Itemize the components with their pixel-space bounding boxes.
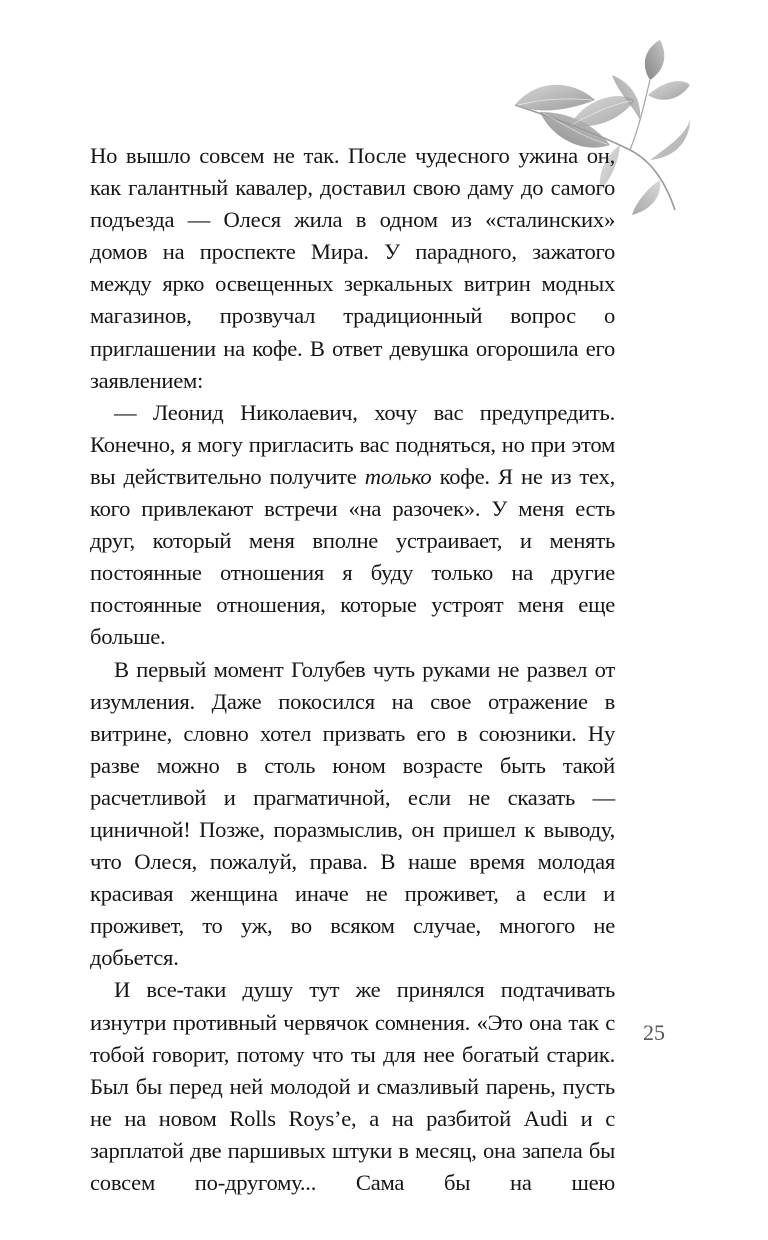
paragraph-text: кофе. Я не из тех, кого привлекают встречи «на разочек». У меня есть друг, который меня вполне устраивает, и менять постоянные отношения я буду только на другие постоянные отношения, которые устроят меня еще больше. bbox=[90, 463, 615, 650]
body-text bbox=[90, 140, 615, 1199]
paragraph: И все-таки душу тут же принялся подтачивать изнутри противный червячок сомнения. «Это она так с тобой говорит, потому что ты для нее богатый старик. Был бы перед ней молодой и смазливый парень, пусть не на новом Rolls Roys’е, а на разбитой Audi и с зарплатой две паршивых штуки в месяц, она запела бы совсем по-другому... Сама бы на шею bbox=[90, 977, 615, 1195]
page-number: 25 bbox=[643, 1020, 665, 1045]
paragraph: Но вышло совсем не так. После чудесного ужина он, как галантный кавалер, доставил свою даму до самого подъезда — Олеся жила в одном из «сталинских» домов на проспекте Мира. У парадного, зажатого между ярко освещенных зеркальных витрин модных магазинов, прозвучал традиционный вопрос о приглашении на кофе. В ответ девушка огорошила его заявлением: bbox=[90, 143, 615, 393]
italic-emphasis: только bbox=[364, 463, 432, 489]
paragraph-dialogue bbox=[90, 397, 615, 654]
paragraph: В первый момент Голубев чуть руками не развел от изумления. Даже покосился на свое отражение в витрине, словно хотел призвать его в союзники. Ну разве можно в столь юном возрасте быть такой расчетливой и прагматичной, если не сказать — циничной! Позже, поразмыслив, он пришел к выводу, что Олеся, пожалуй, права. В наше время молодая красивая женщина иначе не проживет, а если и проживет, то уж, во всяком случае, многого не добьется. bbox=[90, 656, 615, 971]
paragraph-text: — Леонид Николаевич, хочу вас предупредить. Конечно, я могу пригласить вас подняться, но при этом вы действительно получите bbox=[90, 399, 615, 489]
